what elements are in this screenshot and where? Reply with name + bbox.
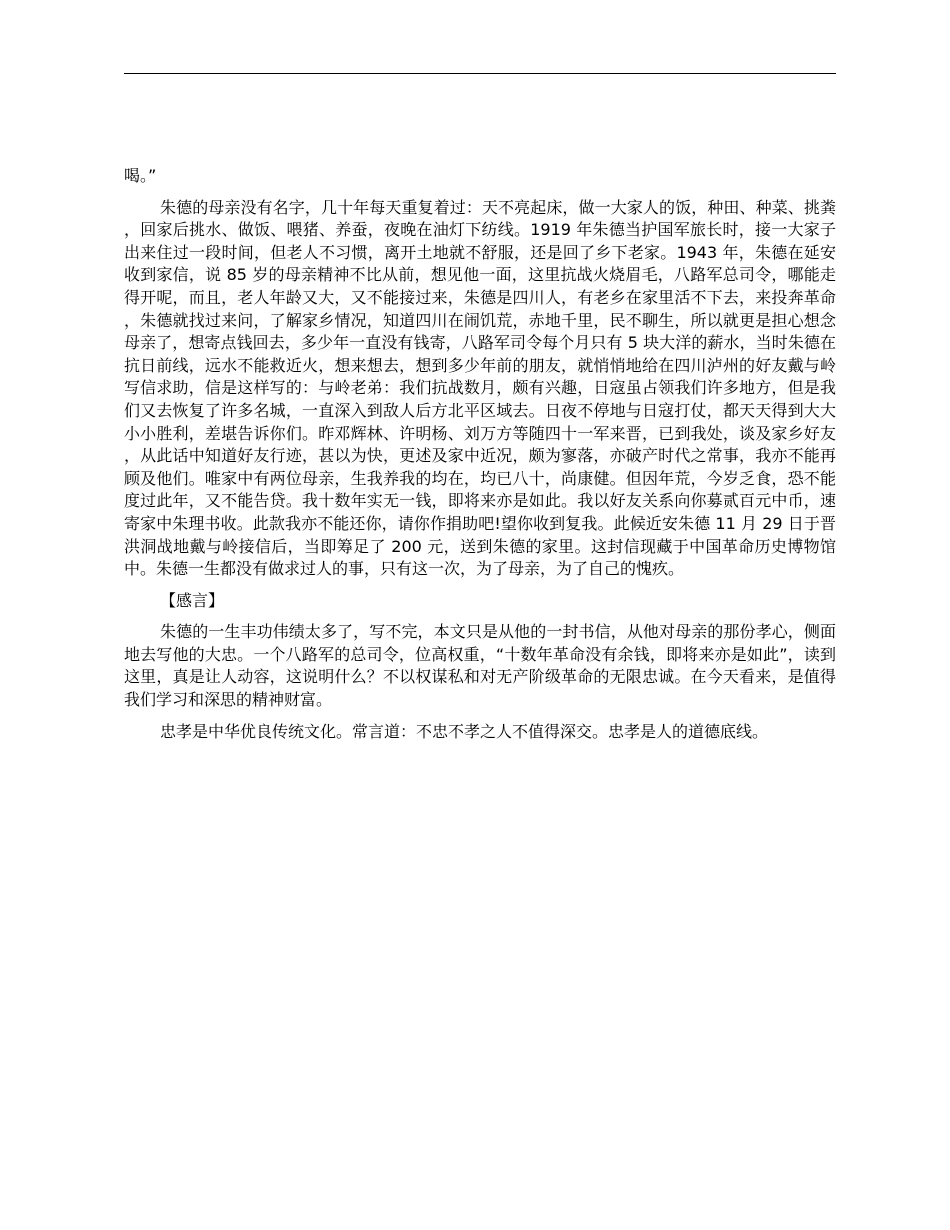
paragraph-reflection: 朱德的一生丰功伟绩太多了，写不完，本文只是从他的一封书信，从他对母亲的那份孝心，侧面地去写他的大忠。一个八路军的总司令，位高权重，“十数年革命没有余钱，即将来亦是如此”，读到这里，真是让人动容，这说明什么？不以权谋私和对无产阶级革命的无限忠诚。在今天看来，是值得我们学习和深思的精神财富。 (124, 622, 836, 710)
section-heading-reflection: 【感言】 (160, 590, 225, 610)
header-rule (124, 73, 836, 74)
paragraph-loyalty-filial-piety: 忠孝是中华优良传统文化。常言道：不忠不孝之人不值得深交。忠孝是人的道德底线。 (160, 721, 769, 741)
document-body (124, 165, 836, 752)
paragraph-zhu-de-mother-letter: 朱德的母亲没有名字，几十年每天重复着过：天不亮起床，做一大家人的饭，种田、种菜、挑粪，回家后挑水、做饭、喂猪、养蚕，夜晚在油灯下纺线。1919 年朱德当护国军旅长时，接一大家子出来住过一段时间，但老人不习惯，离开土地就不舒服，还是回了乡下老家。1943 年，朱德在延安收到家信，说 85 岁的母亲精神不比从前，想见他一面，这里抗战火烧眉毛，八路军总司令，哪能走得开呢，而且，老人年龄又大，又不能接过来，朱德是四川人，有老乡在家里活不下去，来投奔革命，朱德就找过来问，了解家乡情况，知道四川在闹饥荒，赤地千里，民不聊生，所以就更是担心想念母亲了，想寄点钱回去，多少年一直没有钱寄，八路军司令每个月只有 5 块大洋的薪水，当时朱德在抗日前线，远水不能救近火，想来想去，想到多少年前的朋友，就悄悄地给在四川泸州的好友戴与岭写信求助，信是这样写的：与岭老弟：我们抗战数月，颇有兴趣，日寇虽占领我们许多地方，但是我们又去恢复了许多名城，一直深入到敌人后方北平区域去。日夜不停地与日寇打仗，都天天得到大大小小胜利，差堪告诉你们。昨邓辉林、许明杨、刘万方等随四十一军来晋，已到我处，谈及家乡好友，从此话中知道好友行迹，甚以为快，更述及家中近况，颇为寥落，亦破产时代之常事，我亦不能再顾及他们。唯家中有两位母亲，生我养我的均在，均已八十，尚康健。但因年荒，今岁乏食，恐不能度过此年，又不能告贷。我十数年实无一钱，即将来亦是如此。我以好友关系向你募贰百元中币，速寄家中朱理书收。此款我亦不能还你，请你作捐助吧!望你收到复我。此候近安朱德 11 月 29 日于晋洪洞战地戴与岭接信后，当即筹足了 200 元，送到朱德的家里。这封信现藏于中国革命历史博物馆中。朱德一生都没有做求过人的事，只有这一次，为了母亲，为了自己的愧疚。 (124, 197, 836, 579)
paragraph-continuation: 喝。” (124, 166, 157, 185)
